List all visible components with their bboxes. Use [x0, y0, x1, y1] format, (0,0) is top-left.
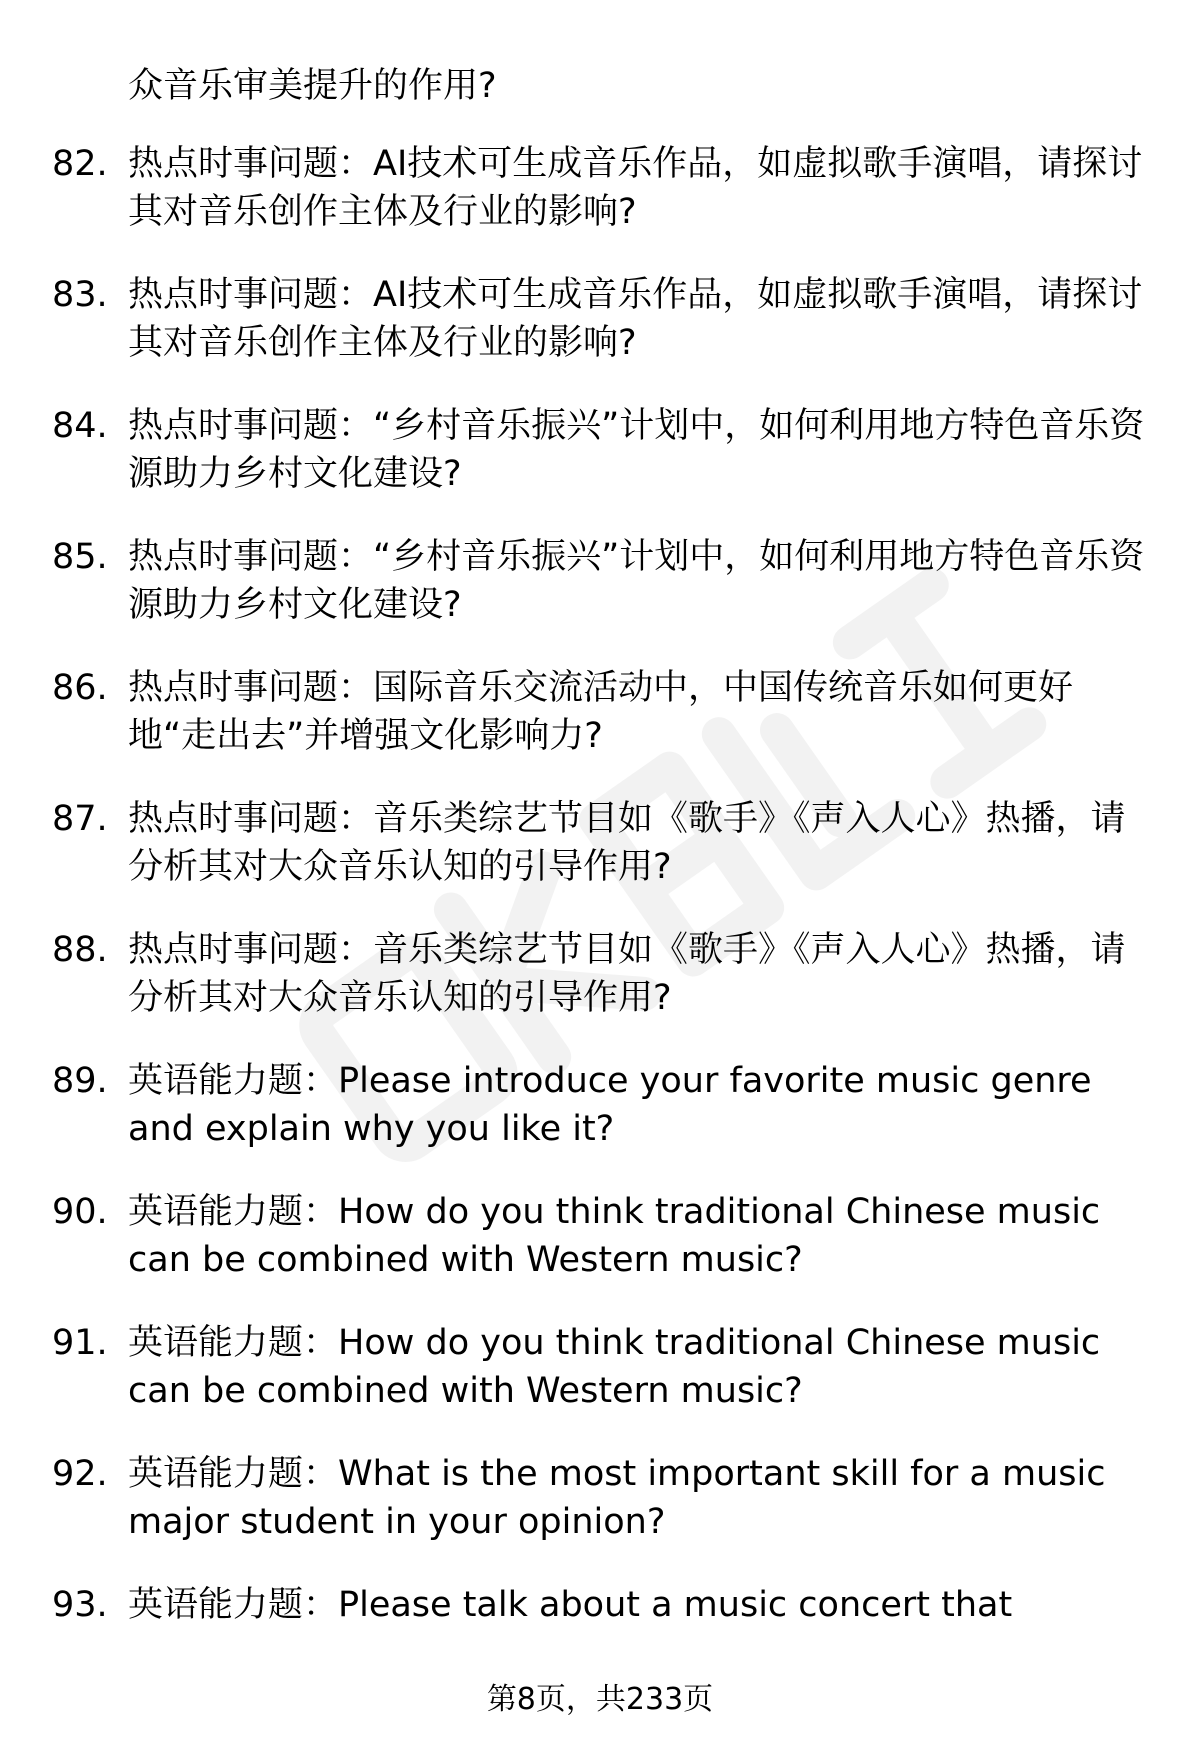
question-number: 89. [52, 1061, 108, 1101]
question-text: 热点时事问题：“乡村音乐振兴”计划中，如何利用地方特色音乐资源助力乡村文化建设? [128, 406, 1145, 494]
question-item [0, 1581, 1160, 1629]
question-text: 热点时事问题：AI技术可生成音乐作品，如虚拟歌手演唱，请探讨其对音乐创作主体及行业的影响? [128, 144, 1143, 232]
question-item [0, 664, 1160, 760]
question-number: 86. [52, 668, 108, 708]
question-item [0, 402, 1160, 498]
question-item [0, 926, 1160, 1022]
question-text: 英语能力题：How do you think traditional Chinese music can be combined with Western music? [128, 1323, 1101, 1411]
question-text: 热点时事问题：国际音乐交流活动中，中国传统音乐如何更好地“走出去”并增强文化影响力? [128, 668, 1074, 756]
question-number: 83. [52, 275, 108, 315]
question-text: 英语能力题：Please talk about a music concert that [128, 1585, 1013, 1625]
question-number: 85. [52, 537, 108, 577]
question-item [0, 533, 1160, 629]
question-text: 英语能力题：What is the most important skill for a music major student in your opinion? [128, 1454, 1106, 1542]
question-number: 93. [52, 1585, 108, 1625]
continuation-text: 众音乐审美提升的作用? [128, 66, 497, 106]
question-text: 热点时事问题：“乡村音乐振兴”计划中，如何利用地方特色音乐资源助力乡村文化建设? [128, 537, 1145, 625]
question-item [0, 1057, 1160, 1153]
question-number: 87. [52, 799, 108, 839]
question-item [0, 1319, 1160, 1415]
question-text: 英语能力题：How do you think traditional Chinese music can be combined with Western music? [128, 1192, 1101, 1280]
question-text: 英语能力题：Please introduce your favorite music genre and explain why you like it? [128, 1061, 1092, 1149]
question-item [0, 1450, 1160, 1546]
question-text: 热点时事问题：音乐类综艺节目如《歌手》《声入人心》热播，请分析其对大众音乐认知的引导作用? [128, 799, 1126, 887]
question-number: 82. [52, 144, 108, 184]
question-number: 88. [52, 930, 108, 970]
question-item [0, 271, 1160, 367]
question-number: 92. [52, 1454, 108, 1494]
question-number: 90. [52, 1192, 108, 1232]
question-item [0, 795, 1160, 891]
question-item [0, 1188, 1160, 1284]
question-list [0, 140, 1200, 1664]
question-text: 热点时事问题：音乐类综艺节目如《歌手》《声入人心》热播，请分析其对大众音乐认知的引导作用? [128, 930, 1126, 1018]
question-number: 91. [52, 1323, 108, 1363]
question-number: 84. [52, 406, 108, 446]
question-item [0, 140, 1160, 236]
page-footer: 第8页，共233页 [486, 1682, 714, 1717]
question-text: 热点时事问题：AI技术可生成音乐作品，如虚拟歌手演唱，请探讨其对音乐创作主体及行业的影响? [128, 275, 1143, 363]
